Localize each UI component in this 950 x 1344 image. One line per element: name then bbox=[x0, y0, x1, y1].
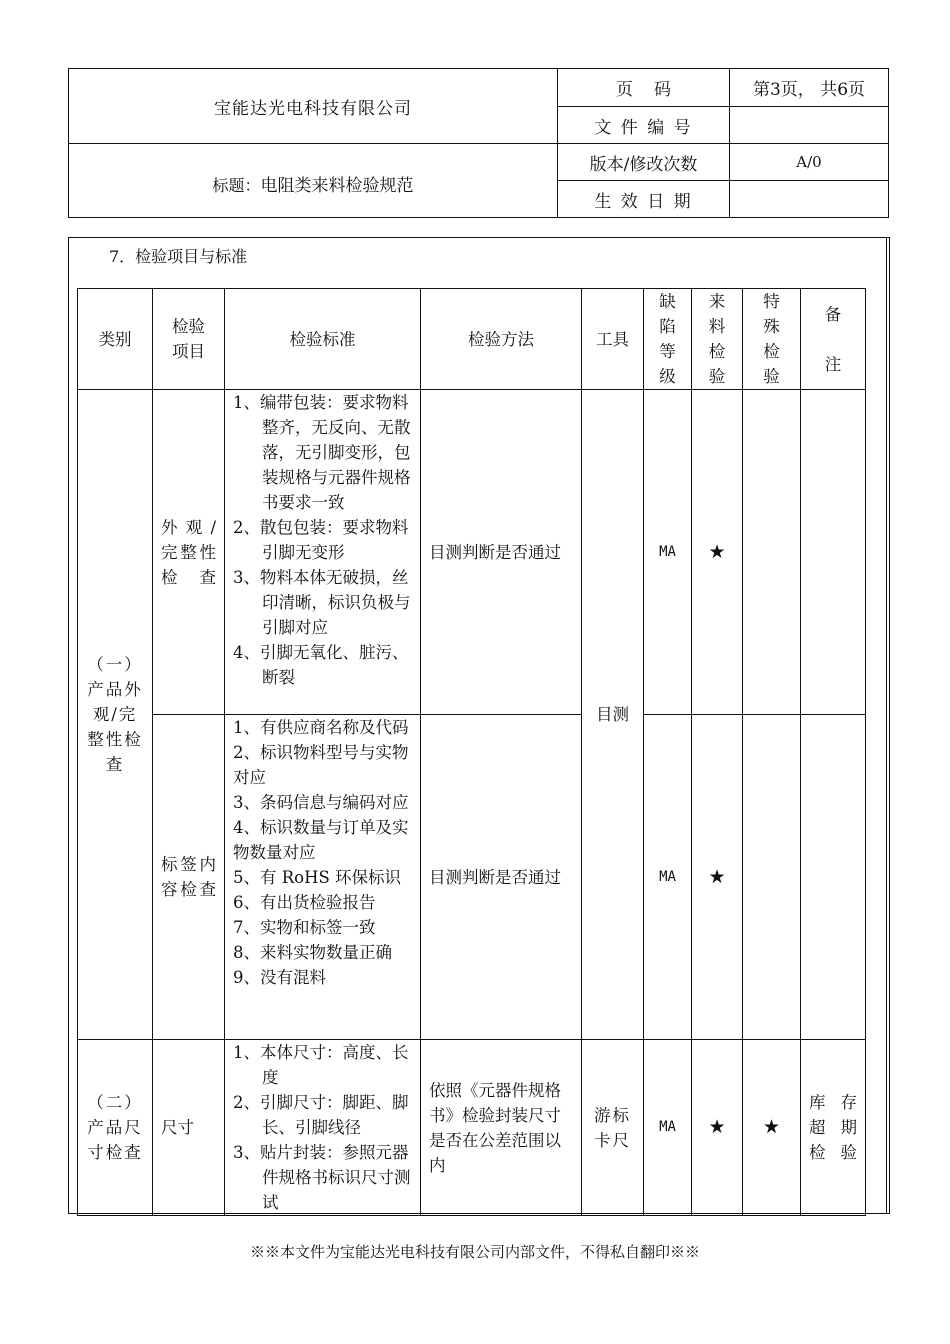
table-row bbox=[78, 715, 866, 1040]
method-cell: 依照《元器件规格书》检验封装尺寸是否在公差范围以内 bbox=[421, 1040, 582, 1216]
tool-cell: 游标卡尺 bbox=[582, 1040, 644, 1216]
standard-line: 9、没有混料 bbox=[233, 968, 326, 987]
item-cell: 尺寸 bbox=[153, 1040, 225, 1216]
category-cell: （二）产品尺寸检查 bbox=[78, 1040, 153, 1216]
inspection-table bbox=[77, 288, 866, 1216]
standard-line: 6、有出货检验报告 bbox=[233, 893, 376, 912]
grade-cell: MA bbox=[644, 1040, 692, 1216]
page-label-b: 码 bbox=[654, 80, 671, 100]
grade-cell: MA bbox=[644, 390, 692, 715]
standard-line: 2、散包包装：要求物料引脚无变形 bbox=[233, 518, 409, 562]
standard-line: 1、有供应商名称及代码 bbox=[233, 718, 409, 737]
standard-line: 1、本体尺寸：高度、长度 bbox=[233, 1043, 409, 1087]
effective-date-label: 生 效 日 期 bbox=[558, 181, 730, 218]
header-category: 类别 bbox=[78, 289, 153, 390]
special-cell bbox=[743, 715, 801, 1040]
special-star-icon: ★ bbox=[743, 1040, 801, 1216]
standard-line: 3、贴片封装：参照元器件规格书标识尺寸测试 bbox=[233, 1143, 411, 1212]
special-cell bbox=[743, 390, 801, 715]
title-label: 标题： bbox=[212, 176, 261, 195]
method-cell: 目测判断是否通过 bbox=[421, 715, 582, 1040]
remark-cell: 库存超期检验 bbox=[801, 1040, 866, 1216]
effective-date-value bbox=[730, 181, 889, 218]
header-row bbox=[78, 289, 866, 390]
page-value: 第3页， 共6页 bbox=[730, 69, 889, 107]
section-title: 7．检验项目与标准 bbox=[109, 247, 248, 266]
standard-line: 8、来料实物数量正确 bbox=[233, 943, 392, 962]
header-item: 检验项目 bbox=[153, 289, 225, 390]
version-label: 版本/修改次数 bbox=[558, 144, 730, 181]
frame-right-rule bbox=[886, 237, 887, 1214]
page-label bbox=[558, 69, 730, 107]
page-label-a: 页 bbox=[616, 80, 633, 100]
header-incoming: 来料检验 bbox=[692, 289, 743, 390]
standard-line: 1、编带包装：要求物料整齐，无反向、无散落，无引脚变形，包装规格与元器件规格书要求一致 bbox=[233, 393, 411, 512]
standard-line: 4、标识数量与订单及实物数量对应 bbox=[233, 818, 409, 862]
standard-line: 2、引脚尺寸：脚距、脚长、引脚线径 bbox=[233, 1093, 409, 1137]
tool-cell: 目测 bbox=[582, 390, 644, 1040]
incoming-star-icon: ★ bbox=[692, 1040, 743, 1216]
header-standard: 检验标准 bbox=[225, 289, 421, 390]
header-remark-b: 注 bbox=[824, 354, 842, 374]
table-row bbox=[78, 390, 866, 715]
category-cell: （一）产品外观/完整性检查 bbox=[78, 390, 153, 1040]
header-remark bbox=[801, 289, 866, 390]
doc-no-value bbox=[730, 107, 889, 144]
standard-line: 5、有 RoHS 环保标识 bbox=[233, 868, 402, 887]
method-cell: 目测判断是否通过 bbox=[421, 390, 582, 715]
remark-cell bbox=[801, 715, 866, 1040]
item-cell: 外观/完整性检查 bbox=[153, 390, 225, 715]
version-value: A/0 bbox=[730, 144, 889, 181]
company-name: 宝能达光电科技有限公司 bbox=[69, 69, 558, 144]
footer-notice: ※※本文件为宝能达光电科技有限公司内部文件，不得私自翻印※※ bbox=[249, 1243, 700, 1261]
doc-no-label: 文 件 编 号 bbox=[558, 107, 730, 144]
grade-cell: MA bbox=[644, 715, 692, 1040]
document-header bbox=[68, 68, 889, 218]
header-remark-a: 备 bbox=[824, 304, 842, 324]
standard-line: 4、引脚无氧化、脏污、断裂 bbox=[233, 643, 409, 687]
title-text: 电阻类来料检验规范 bbox=[260, 176, 414, 196]
standard-line: 3、物料本体无破损，丝印清晰，标识负极与引脚对应 bbox=[233, 568, 411, 637]
incoming-star-icon: ★ bbox=[692, 390, 743, 715]
item-cell: 标签内容检查 bbox=[153, 715, 225, 1040]
standard-line: 2、标识物料型号与实物对应 bbox=[233, 743, 409, 787]
table-row bbox=[78, 1040, 866, 1216]
incoming-star-icon: ★ bbox=[692, 715, 743, 1040]
standard-cell bbox=[225, 715, 421, 1040]
header-special: 特殊检验 bbox=[743, 289, 801, 390]
standard-line: 7、实物和标签一致 bbox=[233, 918, 376, 937]
header-defect-grade: 缺陷等级 bbox=[644, 289, 692, 390]
header-method: 检验方法 bbox=[421, 289, 582, 390]
header-tool: 工具 bbox=[582, 289, 644, 390]
remark-cell bbox=[801, 390, 866, 715]
standard-line: 3、条码信息与编码对应 bbox=[233, 793, 409, 812]
standard-cell bbox=[225, 1040, 421, 1216]
standard-cell bbox=[225, 390, 421, 715]
document-title bbox=[69, 144, 558, 218]
